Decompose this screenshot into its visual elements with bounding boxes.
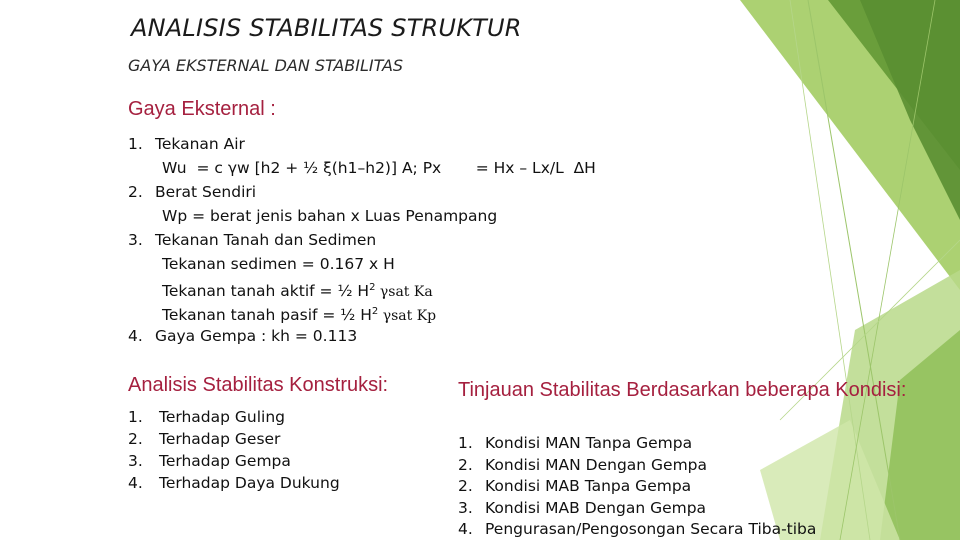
- list-item: 3. Terhadap Gempa: [128, 452, 291, 470]
- list-item: 4. Terhadap Daya Dukung: [128, 474, 340, 492]
- tinjauan-stabilitas-heading: Tinjauan Stabilitas Berdasarkan beberapa Kondisi:: [458, 379, 907, 401]
- analisis-konstruksi-heading: Analisis Stabilitas Konstruksi:: [128, 374, 389, 396]
- konstruksi-list: [128, 406, 340, 494]
- list-item: 2. Kondisi MAN Dengan Gempa: [458, 455, 708, 474]
- list-item: 2. Berat Sendiri: [128, 183, 257, 201]
- gaya-eksternal-list: [128, 132, 596, 348]
- formula-line: Tekanan tanah aktif = ½ $H^2$ γsat Ka: [162, 282, 433, 301]
- list-item: 1. Terhadap Guling: [128, 408, 286, 426]
- slide-subtitle: GAYA EKSTERNAL DAN STABILITAS: [128, 56, 404, 75]
- gaya-eksternal-heading: Gaya Eksternal :: [128, 98, 276, 120]
- formula-line: Wp = berat jenis bahan x Luas Penampang: [162, 207, 498, 225]
- list-item: 3. Kondisi MAB Dengan Gempa: [458, 498, 707, 517]
- formula-line: Wu = c γw [h2 + ½ ξ(h1–h2)] A; Px = Hx – Lx/L ΔH: [162, 159, 596, 177]
- list-item: 4. Pengurasan/Pengosongan Secara Tiba-tiba: [458, 520, 817, 538]
- slide-title: ANALISIS STABILITAS STRUKTUR: [131, 14, 522, 42]
- formula-line: Tekanan sedimen = 0.167 x H: [162, 255, 395, 273]
- tinjauan-list: [458, 433, 816, 541]
- list-item: 3. Tekanan Tanah dan Sedimen: [128, 231, 377, 249]
- formula-line: Tekanan tanah pasif = ½ $H^2$ γsat Kp: [162, 306, 437, 325]
- list-item: 4. Gaya Gempa : kh = 0.113: [128, 327, 358, 345]
- list-item: 2. Kondisi MAB Tanpa Gempa: [458, 477, 692, 495]
- list-item: 1. Kondisi MAN Tanpa Gempa: [458, 434, 693, 452]
- list-item: 2. Terhadap Geser: [128, 430, 281, 448]
- list-item: 1. Tekanan Air: [128, 135, 245, 153]
